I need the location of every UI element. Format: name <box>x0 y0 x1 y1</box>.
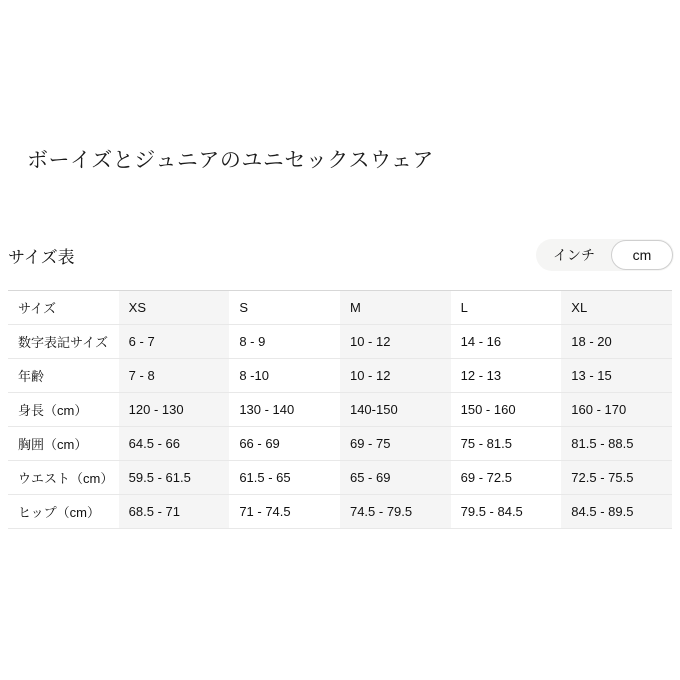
table-cell: 18 - 20 <box>561 325 672 359</box>
table-cell: 130 - 140 <box>229 393 340 427</box>
table-cell: 75 - 81.5 <box>451 427 562 461</box>
table-cell: 81.5 - 88.5 <box>561 427 672 461</box>
table-cell: 66 - 69 <box>229 427 340 461</box>
unit-option-inch[interactable]: インチ <box>537 240 611 270</box>
table-cell: 120 - 130 <box>119 393 230 427</box>
table-cell: 12 - 13 <box>451 359 562 393</box>
table-cell: 13 - 15 <box>561 359 672 393</box>
table-cell: 84.5 - 89.5 <box>561 495 672 529</box>
table-row <box>8 461 672 495</box>
table-cell: 7 - 8 <box>119 359 230 393</box>
table-cell: 69 - 72.5 <box>451 461 562 495</box>
column-header-s: S <box>229 291 340 325</box>
table-row <box>8 359 672 393</box>
table-cell: 68.5 - 71 <box>119 495 230 529</box>
row-label: 年齢 <box>8 359 119 393</box>
table-cell: 6 - 7 <box>119 325 230 359</box>
column-header-xl: XL <box>561 291 672 325</box>
row-label: 身長（cm） <box>8 393 119 427</box>
table-cell: 10 - 12 <box>340 359 451 393</box>
row-label: 数字表記サイズ <box>8 325 119 359</box>
table-cell: 74.5 - 79.5 <box>340 495 451 529</box>
column-header-xs: XS <box>119 291 230 325</box>
table-cell: 61.5 - 65 <box>229 461 340 495</box>
table-cell: 69 - 75 <box>340 427 451 461</box>
table-cell: 160 - 170 <box>561 393 672 427</box>
table-cell: 64.5 - 66 <box>119 427 230 461</box>
table-cell: 72.5 - 75.5 <box>561 461 672 495</box>
row-label: 胸囲（cm） <box>8 427 119 461</box>
table-cell: 140-150 <box>340 393 451 427</box>
size-chart-toolbar <box>8 239 674 271</box>
table-row <box>8 325 672 359</box>
size-table <box>8 290 672 529</box>
size-chart-heading: サイズ表 <box>8 247 75 267</box>
table-row <box>8 427 672 461</box>
column-header-size: サイズ <box>8 291 119 325</box>
table-cell: 14 - 16 <box>451 325 562 359</box>
column-header-m: M <box>340 291 451 325</box>
table-header-row <box>8 291 672 325</box>
row-label: ウエスト（cm） <box>8 461 119 495</box>
page-title: ボーイズとジュニアのユニセックスウェア <box>27 149 434 172</box>
table-row <box>8 495 672 529</box>
unit-option-cm[interactable]: cm <box>611 240 673 270</box>
row-label: ヒップ（cm） <box>8 495 119 529</box>
column-header-l: L <box>451 291 562 325</box>
table-cell: 59.5 - 61.5 <box>119 461 230 495</box>
table-cell: 8 -10 <box>229 359 340 393</box>
table-cell: 150 - 160 <box>451 393 562 427</box>
table-cell: 71 - 74.5 <box>229 495 340 529</box>
unit-toggle <box>536 239 674 271</box>
table-cell: 65 - 69 <box>340 461 451 495</box>
table-cell: 10 - 12 <box>340 325 451 359</box>
table-row <box>8 393 672 427</box>
table-cell: 8 - 9 <box>229 325 340 359</box>
table-cell: 79.5 - 84.5 <box>451 495 562 529</box>
